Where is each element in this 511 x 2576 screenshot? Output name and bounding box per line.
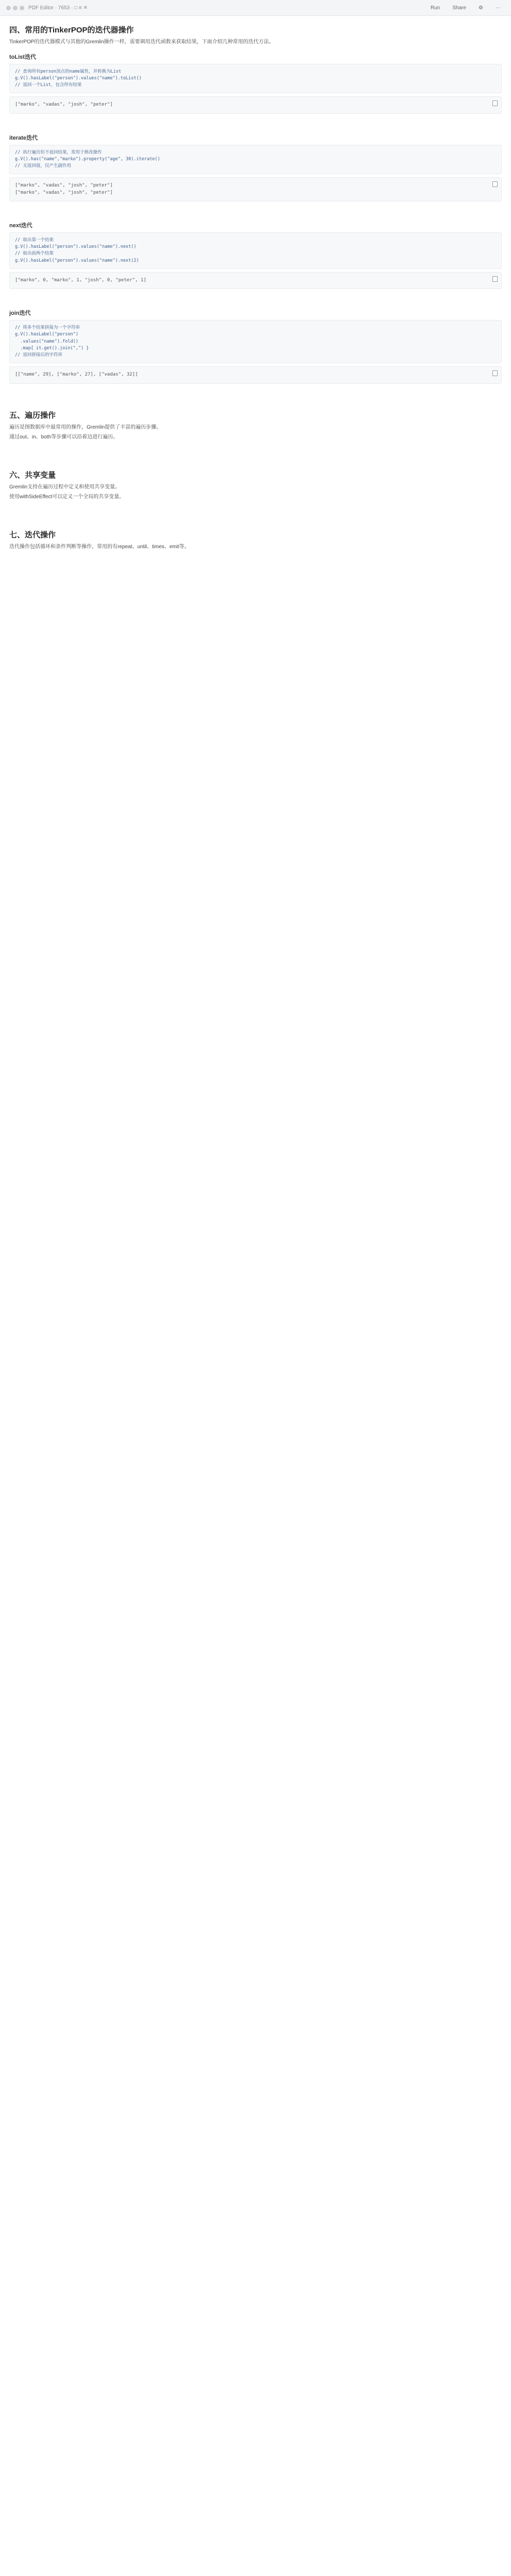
code-block (9, 145, 502, 175)
code-text[interactable]: // 查询所有person顶点的name属性，并转换为List g.V().hasLabel("person").values("name").toList() // 返回一个List，包含所有结果 (9, 64, 502, 94)
window-path: PDF Editor · 7653 · □ ≡ ✕ (28, 5, 88, 11)
section-title: 七、迭代操作 (9, 530, 56, 539)
code-text[interactable]: // 将多个结果拼接为一个字符串 g.V().hasLabel("person") .values("name").fold() .map{ it.get().join(",") } // 返回拼接后的字符串 (9, 320, 502, 363)
window-titlebar (0, 0, 511, 16)
section-title: 四、常用的TinkerPOP的迭代器操作 (9, 26, 134, 35)
copy-icon[interactable] (492, 181, 498, 187)
function-heading: join迭代 (9, 310, 31, 317)
code-block (9, 64, 502, 94)
code-block (9, 320, 502, 363)
output-block[interactable]: ["marko", "vadas", "josh", "peter"] ["marko", "vadas", "josh", "peter"] (9, 177, 502, 201)
function-heading: iterate迭代 (9, 134, 38, 141)
function-heading: next迭代 (9, 223, 32, 229)
document-body (0, 16, 511, 551)
code-text[interactable]: // 执行遍历但不返回结果，常用于修改操作 g.V().has("name","marko").property("age", 30).iterate() // 无返回值，仅产生副作用 (9, 145, 502, 175)
paragraph: 迭代操作包括循环和条件判断等操作，常用的有repeat、until、times、emit等。 (9, 544, 190, 550)
copy-icon[interactable] (492, 100, 498, 106)
section-title: 六、共享变量 (9, 470, 56, 480)
share-button[interactable]: Share (452, 5, 467, 11)
code-block (9, 232, 502, 269)
section-intro: TinkerPOP的迭代器模式与其他的Gremlin操作一样，需要调用迭代函数来获取结果，下面介绍几种常用的迭代方法。 (9, 39, 274, 45)
copy-icon[interactable] (492, 276, 498, 282)
paragraph: Gremlin支持在遍历过程中定义和使用共享变量。 (9, 484, 121, 490)
copy-icon[interactable] (492, 370, 498, 376)
more-icon[interactable]: ⋯ (496, 5, 501, 11)
paragraph: 通过out、in、both等步骤可以沿着边进行遍历。 (9, 434, 119, 440)
paragraph: 使用withSideEffect可以定义一个全局的共享变量。 (9, 494, 125, 500)
run-button[interactable]: Run (430, 5, 440, 11)
code-text[interactable]: // 取出第一个结果 g.V().hasLabel("person").values("name").next() // 取出前两个结果 g.V().hasLabel("person").values("name").next(2) (9, 232, 502, 269)
paragraph: 遍历是图数据库中最常用的操作，Gremlin提供了丰富的遍历步骤。 (9, 424, 162, 430)
output-block[interactable]: ["marko", 0, "marko", 1, "josh", 0, "peter", 1] (9, 272, 502, 290)
settings-icon[interactable]: ⚙ (479, 5, 483, 11)
output-block[interactable]: [["name", 29], ["marko", 27], ["vadas", 32]] (9, 366, 502, 384)
section-title: 五、遍历操作 (9, 411, 56, 420)
function-heading: toList迭代 (9, 54, 36, 60)
output-block[interactable]: ["marko", "vadas", "josh", "peter"] (9, 96, 502, 114)
window-controls[interactable] (6, 6, 24, 10)
